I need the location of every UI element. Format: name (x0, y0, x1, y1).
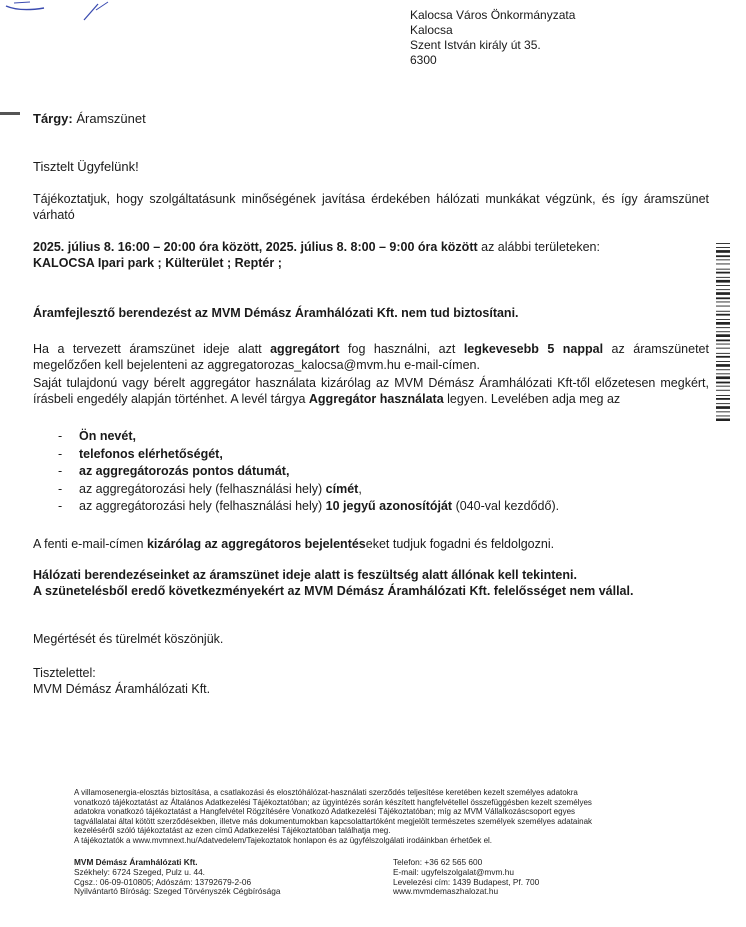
footer-legal-line: kezeléséről szóló tájékoztatást az ezen című Adatkezelési Tájékoztatóban találhatja meg. (74, 826, 391, 836)
greeting: Tisztelt Ügyfelünk! (33, 159, 139, 174)
signature: MVM Démász Áramhálózati Kft. (33, 682, 211, 696)
pen-scribble (0, 0, 120, 30)
subject-text: Áramszünet (76, 111, 146, 126)
schedule-suffix: az alábbi területeken: (477, 240, 600, 254)
recipient-city: Kalocsa (410, 23, 453, 37)
aggregator-p2-a: Saját tulajdonú vagy bérelt aggregátor használata kizárólag az MVM Démász Áramhálózati Kft-től előzetesen megkért, írásbeli engedély alapján történhet. A levél tárgya (33, 376, 709, 406)
footer-legal-line: vonatkozó tájékoztatást az Általános Adatkezelési Tájékoztatóban; az ügyintézés során készített hangfelvétellel összefüggésben kezelt személyes (74, 797, 592, 807)
footer-company-court: Nyilvántartó Bíróság: Szeged Törvényszék Cégbírósága (74, 886, 281, 897)
footer-legal-line: A villamosenergia-elosztás biztosítása, a csatlakozási és elosztóhálózat-használati szerződés teljesítése keretében kezelt személyes adatokra (74, 788, 578, 797)
recipient-address (410, 8, 575, 68)
aggregator-p2-c: legyen. Levelében adja meg az (443, 392, 621, 406)
fold-mark (0, 112, 20, 115)
closing-line: Tisztelettel: (33, 666, 96, 680)
list-item: - telefonos elérhetőségét, (58, 446, 698, 464)
outage-areas: KALOCSA Ipari park ; Külterület ; Reptér ; (33, 256, 282, 270)
footer-legal-line: adatokra vonatkozó tájékoztatást a Hangfelvétel Rögzítésére Vonatkozó Adatkezelési Tájékoztatóban; míg az MVM Vállalkozáscsoport egyes (74, 807, 576, 817)
schedule-paragraph (33, 239, 709, 271)
barcode (716, 243, 730, 421)
footer-email: E-mail: ugyfelszolgalat@mvm.hu (393, 866, 514, 877)
footer-legal-line: A tájékoztatók a www.mvmnext.hu/Adatvedelem/Tajekoztatok honlapon és az ügyfélszolgálati irodáinkban érhetőek el. (74, 835, 493, 845)
footer-phone: Telefon: +36 62 565 600 (393, 857, 483, 867)
list-item: - az aggregátorozási hely (felhasználási hely) 10 jegyű azonosítóját (040-val kezdődő). (58, 498, 698, 516)
intro-paragraph: Tájékoztatjuk, hogy szolgáltatásunk minőségének javítása érdekében hálózati munkákat végzünk, és így áramszünet várható (33, 192, 709, 222)
subject-label: Tárgy: (33, 111, 73, 126)
aggregator-p1-e: az áramszünetet megelőzően kell bejelenteni az aggregatorozas_kalocsa@mvm.hu e-mail-címen. (33, 342, 709, 372)
list-item: - az aggregátorozás pontos dátumát, (58, 463, 698, 481)
recipient-zip: 6300 (410, 53, 437, 67)
list-item: - az aggregátorozási hely (felhasználási hely) címét, (58, 481, 698, 499)
required-data-list (58, 428, 698, 516)
generator-notice (33, 305, 709, 321)
email-only-c: eket tudjuk fogadni és feldolgozni. (365, 537, 555, 551)
warning-line-2: A szünetelésből eredő következményekért az MVM Démász Áramhálózati Kft. felelősséget nem vállal. (33, 584, 634, 598)
aggregator-p1-a: Ha a tervezett áramszünet ideje alatt (33, 342, 271, 356)
footer-company-reg: Cgsz.: 06-09-010805; Adószám: 13792679-2-06 (74, 876, 252, 887)
footer-legal (74, 788, 674, 846)
aggregator-p2-b: Aggregátor használata (308, 392, 444, 406)
footer-web: www.mvmdemaszhalozat.hu (393, 886, 499, 897)
recipient-street: Szent István király út 35. (410, 38, 541, 52)
aggregator-p1-d: legkevesebb 5 nappal (463, 342, 604, 356)
subject-line (33, 111, 709, 127)
footer-company-seat: Székhely: 6724 Szeged, Pulz u. 44. (74, 866, 205, 877)
warning-line-1: Hálózati berendezéseinket az áramszünet ideje alatt is feszültség alatt állónak kell tekinteni. (33, 568, 577, 582)
email-only-paragraph (33, 536, 709, 552)
email-only-b: kizárólag az aggregátoros bejelentés (146, 537, 366, 551)
aggregator-p1-b: aggregátort (270, 342, 340, 356)
footer-company-name: MVM Démász Áramhálózati Kft. (74, 857, 198, 867)
footer-company (74, 858, 280, 897)
warning-paragraph (33, 567, 709, 599)
footer-contact (393, 858, 539, 897)
aggregator-p1-c: fog használni, azt (339, 342, 464, 356)
aggregator-paragraph-2 (33, 375, 709, 407)
thanks-line: Megértését és türelmét köszönjük. (33, 632, 224, 646)
list-item: - Ön nevét, (58, 428, 698, 446)
email-only-a: A fenti e-mail-címen (33, 537, 147, 551)
footer-legal-line: tagvállalatai által kötött szerződésekben, illetve más dokumentumokban kapcsolattartóként megjelölt természetes személyek személyes adatainak (74, 816, 593, 826)
recipient-name: Kalocsa Város Önkormányzata (410, 8, 576, 22)
aggregator-paragraph-1 (33, 341, 709, 373)
outage-times: 2025. július 8. 16:00 – 20:00 óra között, 2025. július 8. 8:00 – 9:00 óra között (33, 240, 478, 254)
generator-notice-text: Áramfejlesztő berendezést az MVM Démász Áramhálózati Kft. nem tud biztosítani. (33, 306, 519, 320)
footer-post: Levelezési cím: 1439 Budapest, Pf. 700 (393, 876, 540, 887)
